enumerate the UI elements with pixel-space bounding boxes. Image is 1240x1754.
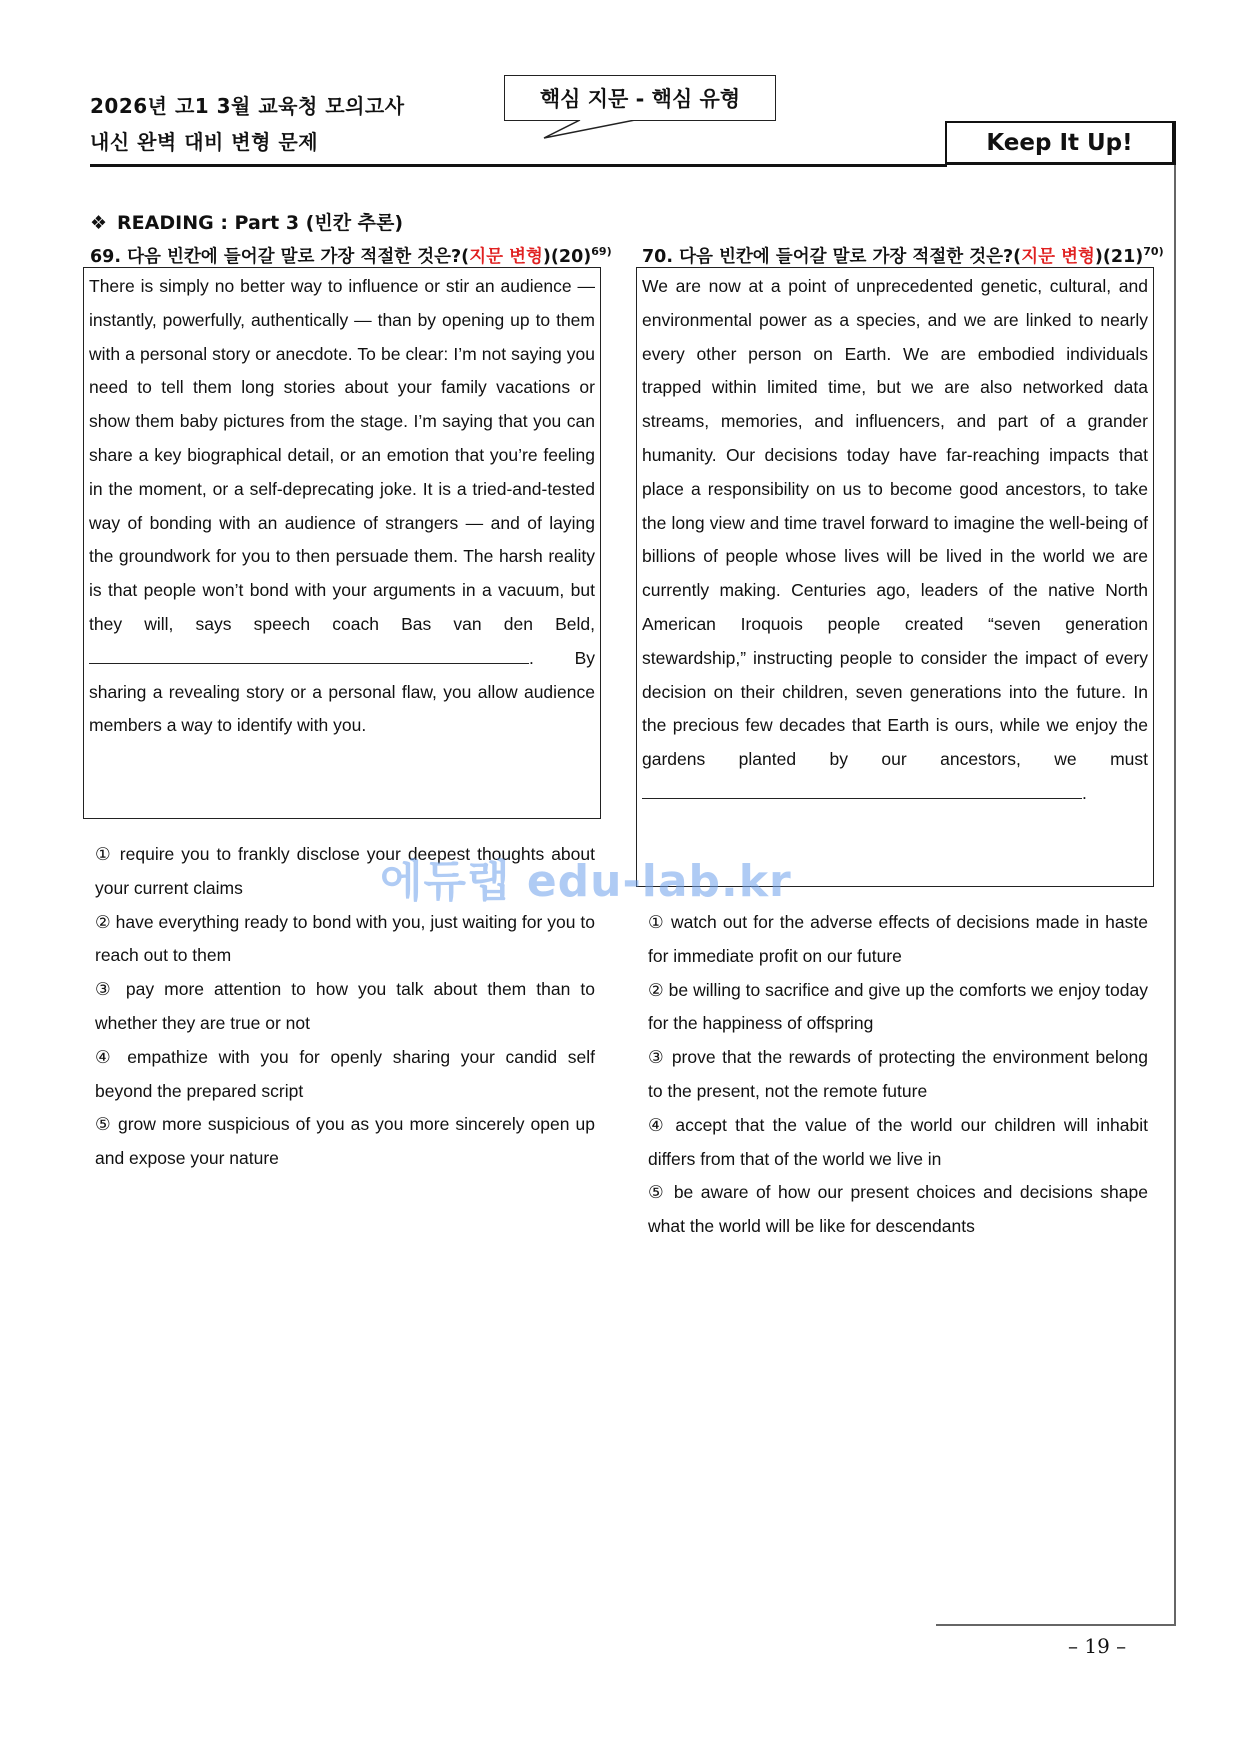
question-69-source: )(20) <box>542 247 592 267</box>
question-69-passage <box>83 267 601 819</box>
question-69-tag: 지문 변형 <box>469 247 543 267</box>
answer-blank <box>642 780 1082 799</box>
exam-subtitle: 내신 완벽 대비 변형 문제 <box>90 130 319 154</box>
option-69-3[interactable]: ③ pay more attention to how you talk about them than to whether they are true or not <box>95 979 595 1033</box>
question-69-header <box>90 243 612 268</box>
passage-69-continuation: . By sharing a revealing story or a personal flaw, you allow audience members a way to identify with you. <box>89 647 595 736</box>
question-70-passage <box>636 267 1154 887</box>
page-number: – 19 – <box>1068 1634 1127 1658</box>
question-69-number: 69. 다음 빈칸에 들어갈 말로 가장 적절한 것은?( <box>90 247 470 267</box>
question-70-footnote: 70) <box>1143 245 1164 259</box>
option-69-4[interactable]: ④ empathize with you for openly sharing your candid self beyond the prepared script <box>95 1046 595 1101</box>
question-69-footnote: 69) <box>591 245 612 259</box>
section-title: READING : Part 3 (빈칸 추론) <box>117 212 404 234</box>
exam-title: 2026년 고1 3월 교육청 모의고사 <box>90 94 405 118</box>
speech-bubble <box>504 75 776 121</box>
brand-box <box>945 121 1176 165</box>
passage-69-text: There is simply no better way to influence or stir an audience — instantly, powerfully, authentically — than by opening up to them with a personal story or anecdote. To be clear: I’m not saying you need to tell them long stories about your family vacations or show them baby pictures from the stage. I’m saying that you can share a key biographical detail, or an emotion that you’re feeling in the moment, or a self-deprecating joke. It is a tried-and-tested way of bonding with an audience of strangers — and of laying the groundwork for you to then persuade them. The harsh reality is that people won’t bond with your arguments in a vacuum, but they will, says speech coach Bas van den Beld, <box>89 276 595 634</box>
question-70-source: )(21) <box>1094 247 1144 267</box>
option-70-2[interactable]: ② be willing to sacrifice and give up the comforts we enjoy today for the happiness of offspring <box>648 979 1148 1034</box>
question-70-tag: 지문 변형 <box>1021 247 1095 267</box>
brand-label: Keep It Up! <box>986 129 1133 156</box>
footer-rule <box>936 1624 1176 1626</box>
bubble-text: 핵심 지문 - 핵심 유형 <box>539 87 741 111</box>
passage-70-text: We are now at a point of unprecedented genetic, cultural, and environmental power as a species, and we are linked to nearly every other person on Earth. We are embodied individuals trapped within limited time, but we are also networked data streams, memories, and influencers, and part of a grander humanity. Our decisions today have far-reaching impacts that place a responsibility on us to become good ancestors, to take the long view and time travel forward to imagine the well-being of billions of people whose lives will be lived in the world we are currently making. Centuries ago, leaders of the native North American Iroquois people created “seven generation stewardship,” instructing people to consider the impact of every decision on their children, seven generations into the future. In the precious few decades that Earth is ours, while we enjoy the gardens planted by our ancestors, we must <box>642 276 1148 770</box>
option-69-1[interactable]: ① require you to frankly disclose your deepest thoughts about your current claims <box>95 844 595 898</box>
option-70-3[interactable]: ③ prove that the rewards of protecting the environment belong to the present, not the remote future <box>648 1047 1148 1101</box>
question-70-header <box>642 243 1164 268</box>
passage-70-continuation: . <box>1082 782 1087 803</box>
question-70-number: 70. 다음 빈칸에 들어갈 말로 가장 적절한 것은?( <box>642 247 1022 267</box>
option-70-1[interactable]: ① watch out for the adverse effects of decisions made in haste for immediate profit on our future <box>648 912 1148 966</box>
diamond-cluster-icon: ❖ <box>90 212 108 234</box>
right-margin-rule <box>1174 165 1176 1625</box>
watermark: 에듀랩 edu-lab.kr <box>380 856 792 907</box>
header-rule <box>90 164 947 167</box>
option-69-5[interactable]: ⑤ grow more suspicious of you as you more sincerely open up and expose your nature <box>95 1114 595 1169</box>
bubble-tail-icon <box>540 120 650 142</box>
answer-blank <box>89 645 529 664</box>
option-70-4[interactable]: ④ accept that the value of the world our children will inhabit differs from that of the world we live in <box>648 1114 1148 1169</box>
question-70-options <box>648 906 1148 1244</box>
option-69-2[interactable]: ② have everything ready to bond with you, just waiting for you to reach out to them <box>95 911 595 966</box>
section-heading <box>90 208 403 235</box>
option-70-5[interactable]: ⑤ be aware of how our present choices and decisions shape what the world will be like for descendants <box>648 1182 1148 1237</box>
